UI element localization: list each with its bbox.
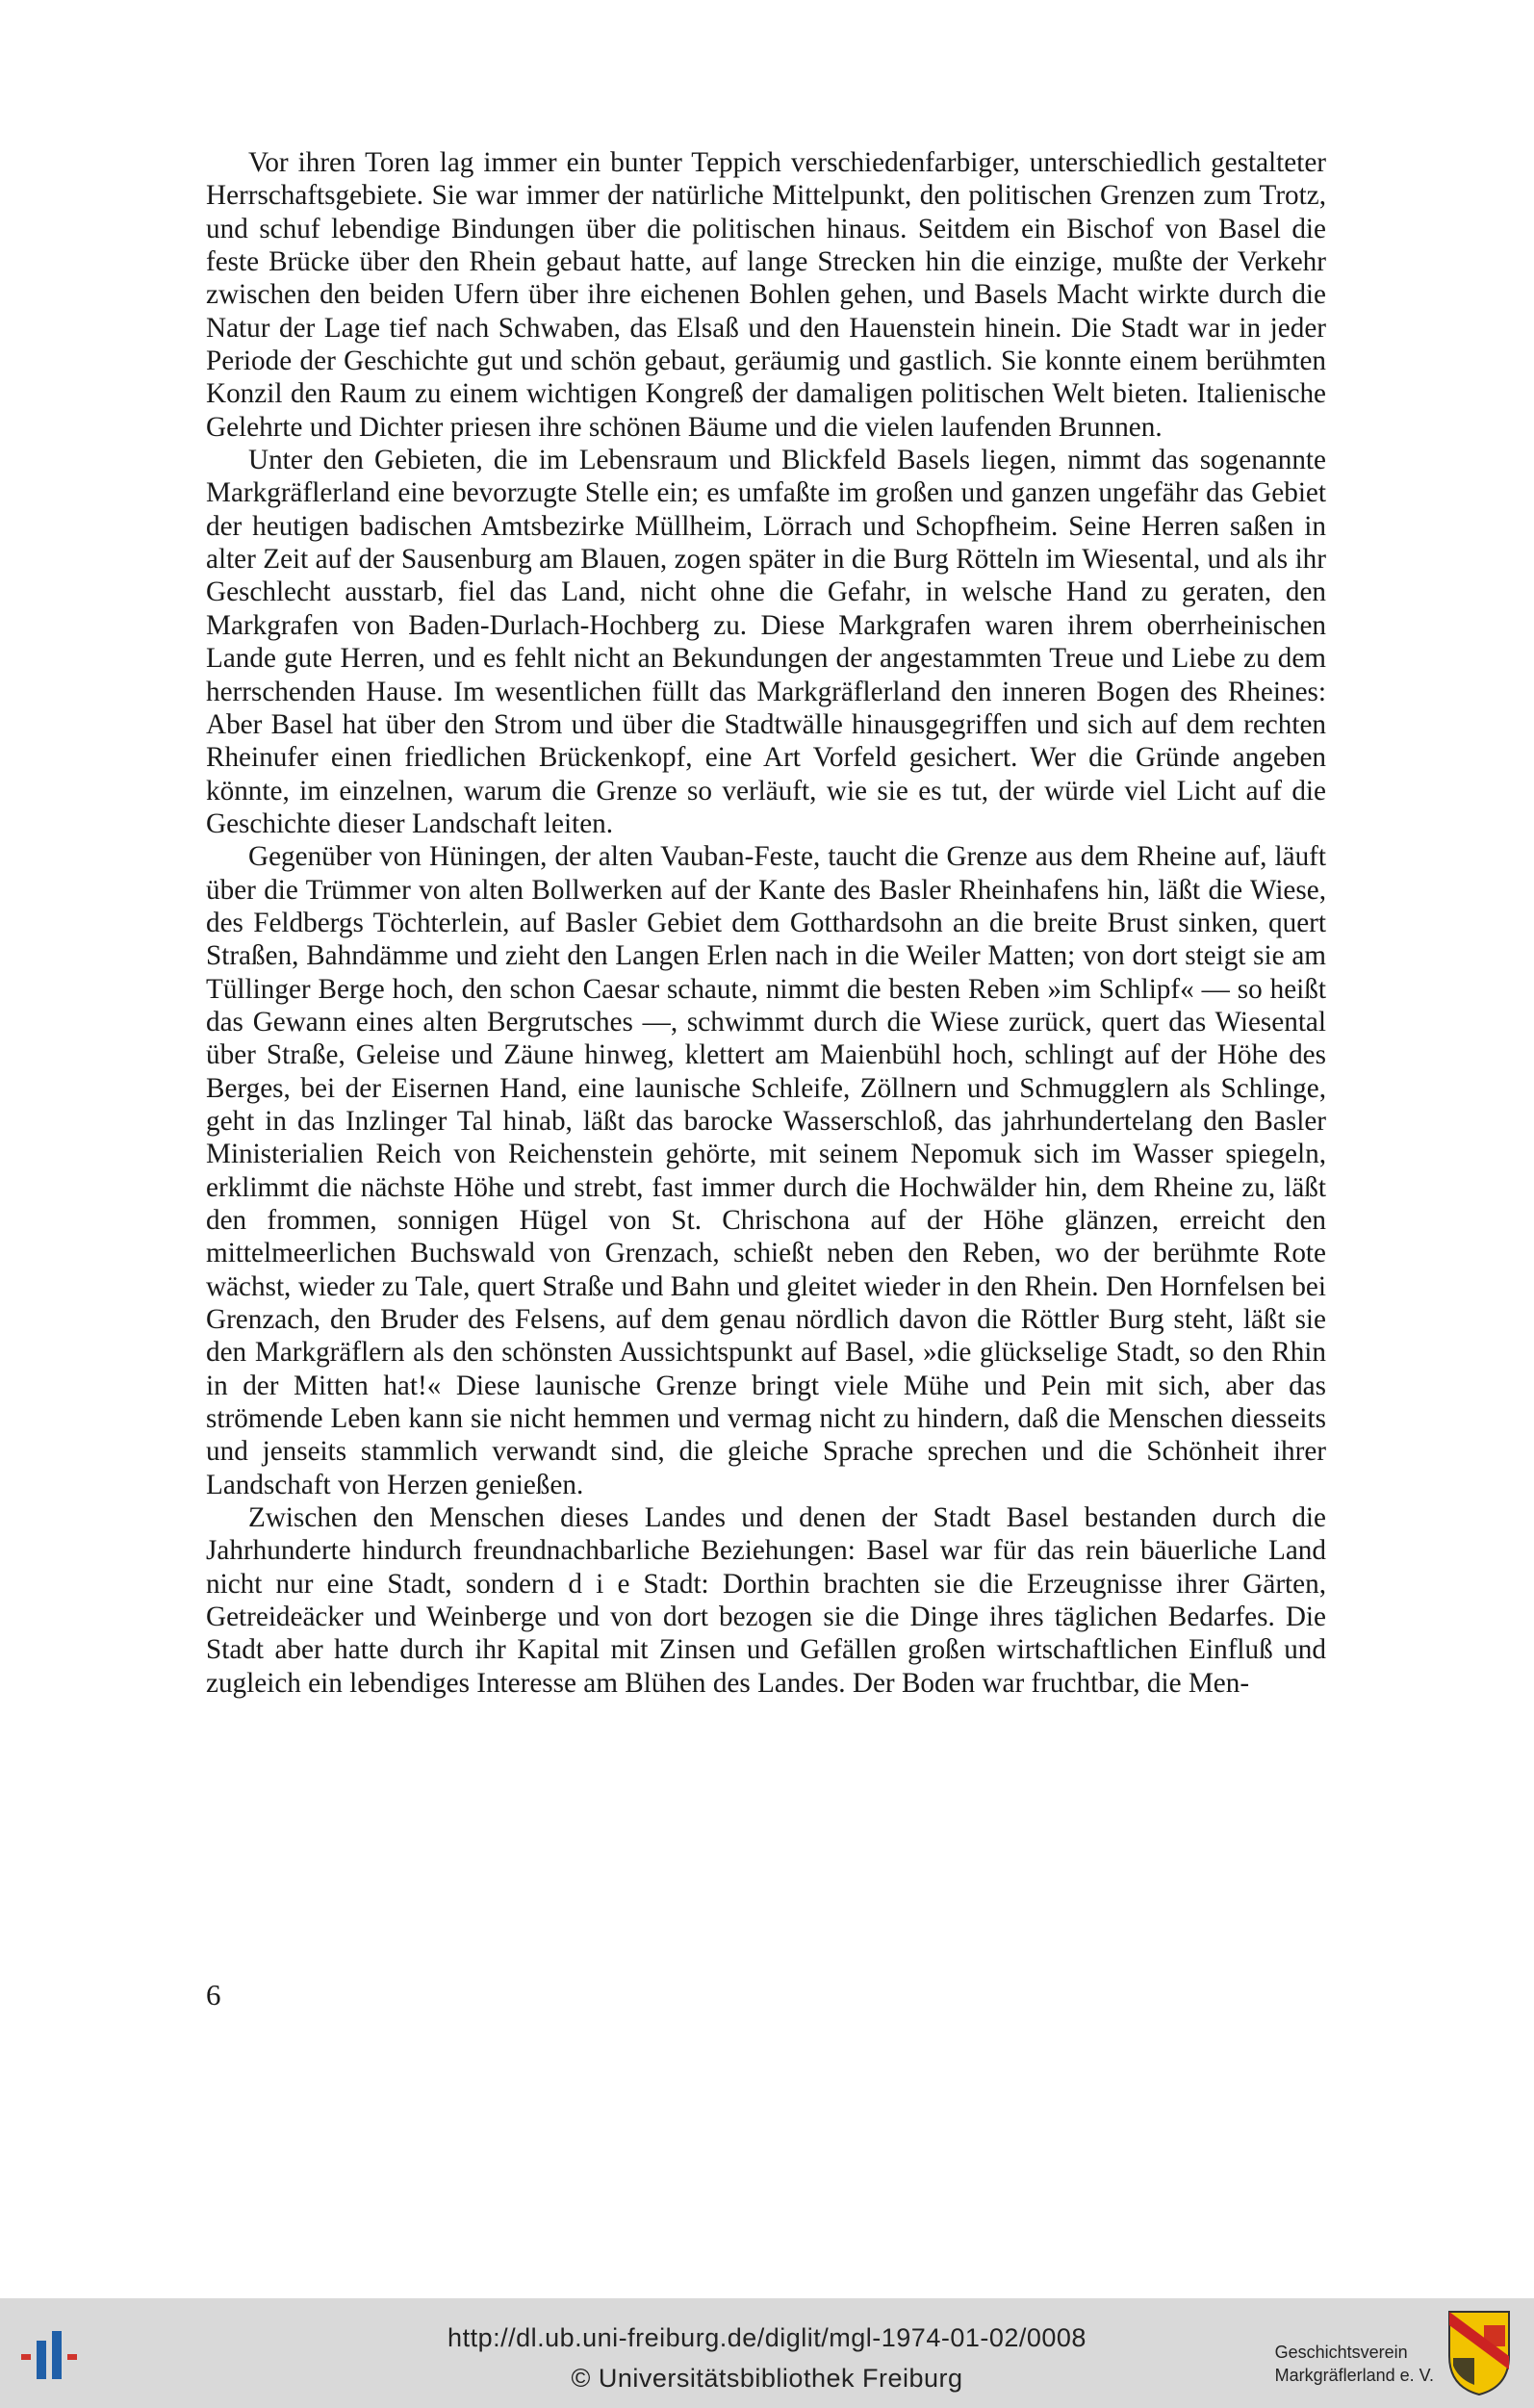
- footer-bar: [0, 2298, 1534, 2408]
- society-name: [1275, 2341, 1434, 2387]
- paragraph-2: Unter den Gebieten, die im Lebensraum und Blickfeld Basels liegen, nimmt das sogenannte Markgräflerland eine bevorzugte Stelle ein; es umfaßte im großen und ganzen ungefähr das Gebiet der heutigen badischen Amtsbezirke Müllheim, Lörrach und Schopfheim. Seine Herren saßen in alter Zeit auf der Sausenburg am Blauen, zogen später in die Burg Rötteln im Wiesental, und als ihr Geschlecht ausstarb, fiel das Land, nicht ohne die Gefahr, in welsche Hand zu geraten, den Markgrafen von Baden-Durlach-Hochberg zu. Diese Markgrafen waren ihrem oberrheinischen Lande gute Herren, und es fehlt nicht an Bekundungen der angestammten Treue und Liebe zu dem herrschenden Hause. Im wesentlichen füllt das Markgräflerland den inneren Bogen des Rheines: Aber Basel hat über den Strom und über die Stadtwälle hinausgegriffen und sich auf dem rechten Rheinufer einen friedlichen Brückenkopf, eine Art Vorfeld gesichert. Wer die Gründe angeben könnte, im einzelnen, warum die Grenze so verläuft, wie sie es tut, der würde viel Licht auf die Geschichte dieser Landschaft leiten.: [206, 445, 1326, 839]
- society-line-2: Markgräflerland e. V.: [1274, 2366, 1434, 2385]
- footer-copyright: © Universitätsbibliothek Freiburg: [571, 2364, 963, 2393]
- footer-url-link[interactable]: http://dl.ub.uni-freiburg.de/diglit/mgl-1974-01-02/0008: [447, 2323, 1087, 2352]
- body-text: [206, 146, 1326, 1700]
- paragraph-1: Vor ihren Toren lag immer ein bunter Teppich verschiedenfarbiger, unterschiedlich gestalteter Herrschaftsgebiete. Sie war immer der natürliche Mittelpunkt, den politischen Grenzen zum Trotz, und schuf lebendige Bindungen über die politischen hinaus. Seitdem ein Bischof von Basel die feste Brücke über den Rhein gebaut hatte, auf lange Strecken hin die einzige, mußte der Verkehr zwischen den beiden Ufern über ihre eichenen Bohlen gehen, und Basels Macht wirkte durch die Natur der Lage tief nach Schwaben, das Elsaß und den Hauenstein hinein. Die Stadt war in jeder Periode der Geschichte gut und schön gebaut, geräumig und gastlich. Sie konnte einem berühmten Konzil den Raum zu einem wichtigen Kongreß der damaligen politischen Welt bieten. Italienische Gelehrte und Dichter priesen ihre schönen Bäume und die vielen laufenden Brunnen.: [206, 147, 1326, 443]
- coat-of-arms-icon: [1445, 2308, 1513, 2398]
- paragraph-3: Gegenüber von Hüningen, der alten Vauban-Feste, taucht die Grenze aus dem Rheine auf, läuft über die Trümmer von alten Bollwerken auf der Kante des Basler Rheinhafens hin, läßt die Wiese, des Feldbergs Töchterlein, auf Basler Gebiet dem Gotthardsohn an die breite Brust sinken, quert Straßen, Bahndämme und zieht den Langen Erlen nach in die Weiler Matten; von dort steigt sie am Tüllinger Berge hoch, den schon Caesar schaute, nimmt die besten Reben »im Schlipf« — so heißt das Gewann eines alten Bergrutsches —, schwimmt durch die Wiese zurück, quert das Wiesental über Straße, Geleise und Zäune hinweg, klettert am Maienbühl hoch, schlingt auf der Höhe des Berges, bei der Eisernen Hand, eine launische Schleife, Zöllnern und Schmugglern als Schlinge, geht in das Inzlinger Tal hinab, läßt das barocke Wasserschloß, das jahrhundertelang den Basler Ministerialien Reich von Reichenstein gehörte, mit seinem Nepomuk sich im Wasser spiegeln, erklimmt die nächste Höhe und strebt, fast immer durch die Hochwälder hin, dem Rheine zu, läßt den frommen, sonnigen Hügel von St. Chrischona auf der Höhe glänzen, erreicht den mittelmeerlichen Buchswald von Grenzach, schießt neben den Reben, wo der berühmte Rote wächst, wieder zu Tale, quert Straße und Bahn und gleitet wieder in den Rhein. Den Hornfelsen bei Grenzach, den Bruder des Felsens, auf dem genau nördlich davon die Röttler Burg steht, läßt sie den Markgräflern als den schönsten Aussichtspunkt auf Basel, »die glückselige Stadt, so den Rhin in der Mitten hat!« Diese launische Grenze bringt viele Mühe und Pein mit sich, aber das strömende Leben kann sie nicht hemmen und vermag nicht zu hindern, daß die Menschen diesseits und jenseits stammlich verwandt sind, die gleiche Sprache sprechen und die Schönheit ihrer Landschaft von Herzen genießen.: [206, 841, 1326, 1500]
- paragraph-4: Zwischen den Menschen dieses Landes und denen der Stadt Basel bestanden durch die Jahrhunderte hindurch freundnachbarliche Beziehungen: Basel war für das rein bäuerliche Land nicht nur eine Stadt, sondern d i e Stadt: Dorthin brachten sie die Erzeugnisse ihrer Gärten, Getreideäcker und Weinberge und von dort bezogen sie die Dinge ihres täglichen Bedarfes. Die Stadt aber hatte durch ihr Kapital mit Zinsen und Gefällen großen wirtschaftlichen Einfluß und zugleich ein lebendiges Interesse am Blühen des Landes. Der Boden war fruchtbar, die Men-: [206, 1502, 1326, 1699]
- society-line-1: Geschichtsverein: [1274, 2343, 1408, 2362]
- page-number: 6: [206, 1978, 221, 2011]
